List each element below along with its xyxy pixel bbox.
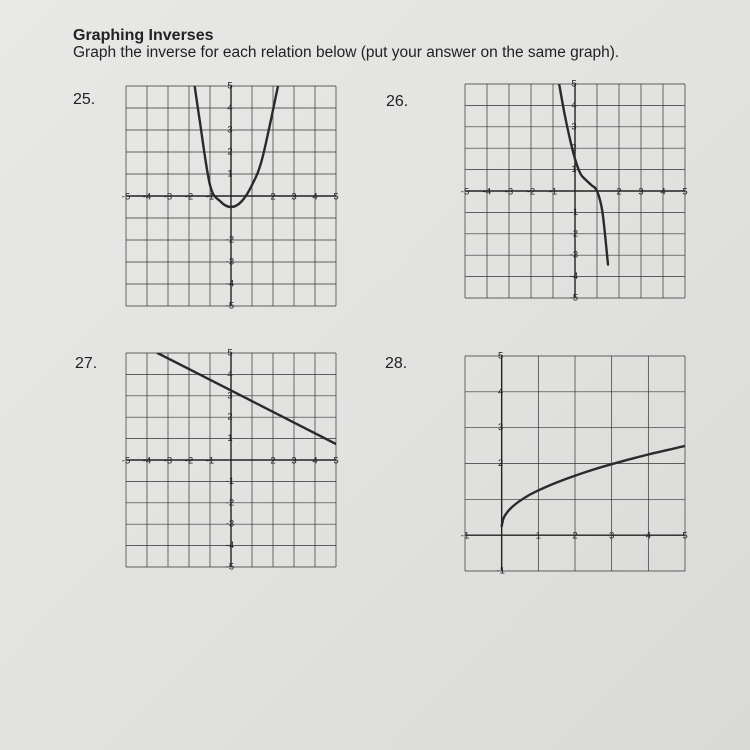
x-tick-label: 4 — [312, 455, 318, 467]
graph-27 — [121, 347, 339, 573]
y-tick-label: 5 — [571, 78, 577, 90]
x-tick-label: 2 — [616, 186, 622, 198]
y-tick-label: -1 — [496, 565, 505, 577]
x-tick-label: -5 — [121, 191, 131, 203]
x-tick-label: 3 — [609, 530, 615, 542]
worksheet-title: Graphing Inverses — [73, 27, 214, 44]
y-tick-label: -4 — [569, 271, 579, 283]
x-tick-label: 1 — [535, 530, 541, 542]
y-tick-label: 2 — [498, 458, 504, 469]
y-tick-label: 4 — [227, 102, 233, 114]
y-tick-label: 4 — [571, 99, 577, 111]
x-tick-label: -3 — [504, 186, 514, 198]
x-tick-label: 5 — [333, 455, 339, 467]
x-tick-label: -3 — [163, 455, 173, 467]
y-tick-label: 3 — [227, 390, 233, 402]
y-tick-label: -1 — [569, 206, 579, 218]
y-tick-label: 2 — [571, 142, 577, 154]
relation-curve — [559, 80, 609, 265]
x-tick-label: 2 — [270, 191, 276, 203]
y-tick-label: 5 — [227, 347, 233, 359]
problem-28-label: 28. — [385, 355, 408, 372]
graph-25 — [121, 80, 339, 312]
y-tick-label: -5 — [569, 292, 579, 304]
y-tick-label: -5 — [225, 300, 235, 312]
x-tick-label: -1 — [548, 186, 558, 198]
y-tick-label: 2 — [227, 411, 233, 423]
y-tick-label: 1 — [227, 168, 233, 180]
y-tick-label: -3 — [225, 256, 235, 268]
y-tick-label: -4 — [225, 540, 235, 552]
problem-27-label: 27. — [75, 355, 98, 372]
problem-25-label: 25. — [73, 91, 96, 108]
x-tick-label: 2 — [572, 530, 578, 542]
x-tick-label: -4 — [142, 455, 152, 467]
y-tick-label: -5 — [225, 561, 235, 573]
relation-curve — [194, 80, 278, 207]
x-tick-label: -1 — [205, 455, 215, 467]
y-tick-label: -4 — [225, 278, 235, 290]
y-tick-label: -2 — [225, 497, 235, 509]
y-tick-label: -2 — [569, 228, 579, 240]
x-tick-label: -2 — [184, 455, 194, 467]
y-tick-label: 3 — [498, 422, 504, 434]
y-tick-label: 4 — [498, 386, 504, 398]
y-tick-label: 1 — [227, 433, 233, 445]
x-tick-label: -5 — [460, 186, 470, 198]
x-tick-label: 3 — [291, 455, 297, 467]
problem-26-label: 26. — [386, 93, 409, 110]
x-tick-label: 4 — [660, 186, 666, 198]
y-tick-label: 5 — [227, 80, 233, 92]
x-tick-label: -3 — [163, 191, 173, 203]
x-tick-label: 5 — [682, 530, 688, 542]
graph-28 — [460, 350, 688, 577]
y-tick-label: 3 — [571, 121, 577, 133]
x-tick-label: 2 — [270, 455, 276, 467]
y-tick-label: 3 — [227, 124, 233, 136]
x-tick-label: -2 — [184, 191, 194, 203]
y-tick-label: -1 — [225, 475, 235, 487]
y-tick-label: 4 — [227, 368, 233, 380]
x-tick-label: 4 — [645, 530, 651, 542]
x-tick-label: 3 — [638, 186, 644, 198]
y-tick-label: -3 — [569, 249, 579, 261]
x-tick-label: -1 — [205, 191, 215, 203]
y-tick-label: -2 — [225, 234, 235, 246]
x-tick-label: -4 — [482, 186, 492, 198]
x-tick-label: 5 — [333, 191, 339, 203]
x-tick-label: -4 — [142, 191, 152, 203]
x-tick-label: -1 — [460, 530, 470, 542]
y-tick-label: 1 — [571, 164, 577, 176]
y-tick-label: 5 — [498, 350, 504, 362]
relation-curve — [502, 446, 685, 526]
x-tick-label: -2 — [526, 186, 536, 198]
x-tick-label: -5 — [121, 455, 131, 467]
x-tick-label: 3 — [291, 191, 297, 203]
y-tick-label: 2 — [227, 146, 233, 158]
x-tick-label: 4 — [312, 191, 318, 203]
x-tick-label: 5 — [682, 186, 688, 198]
worksheet-instructions: Graph the inverse for each relation below (put your answer on the same graph). — [73, 44, 620, 61]
relation-curve — [158, 353, 337, 444]
graph-26 — [460, 78, 688, 304]
y-tick-label: -3 — [225, 518, 235, 530]
